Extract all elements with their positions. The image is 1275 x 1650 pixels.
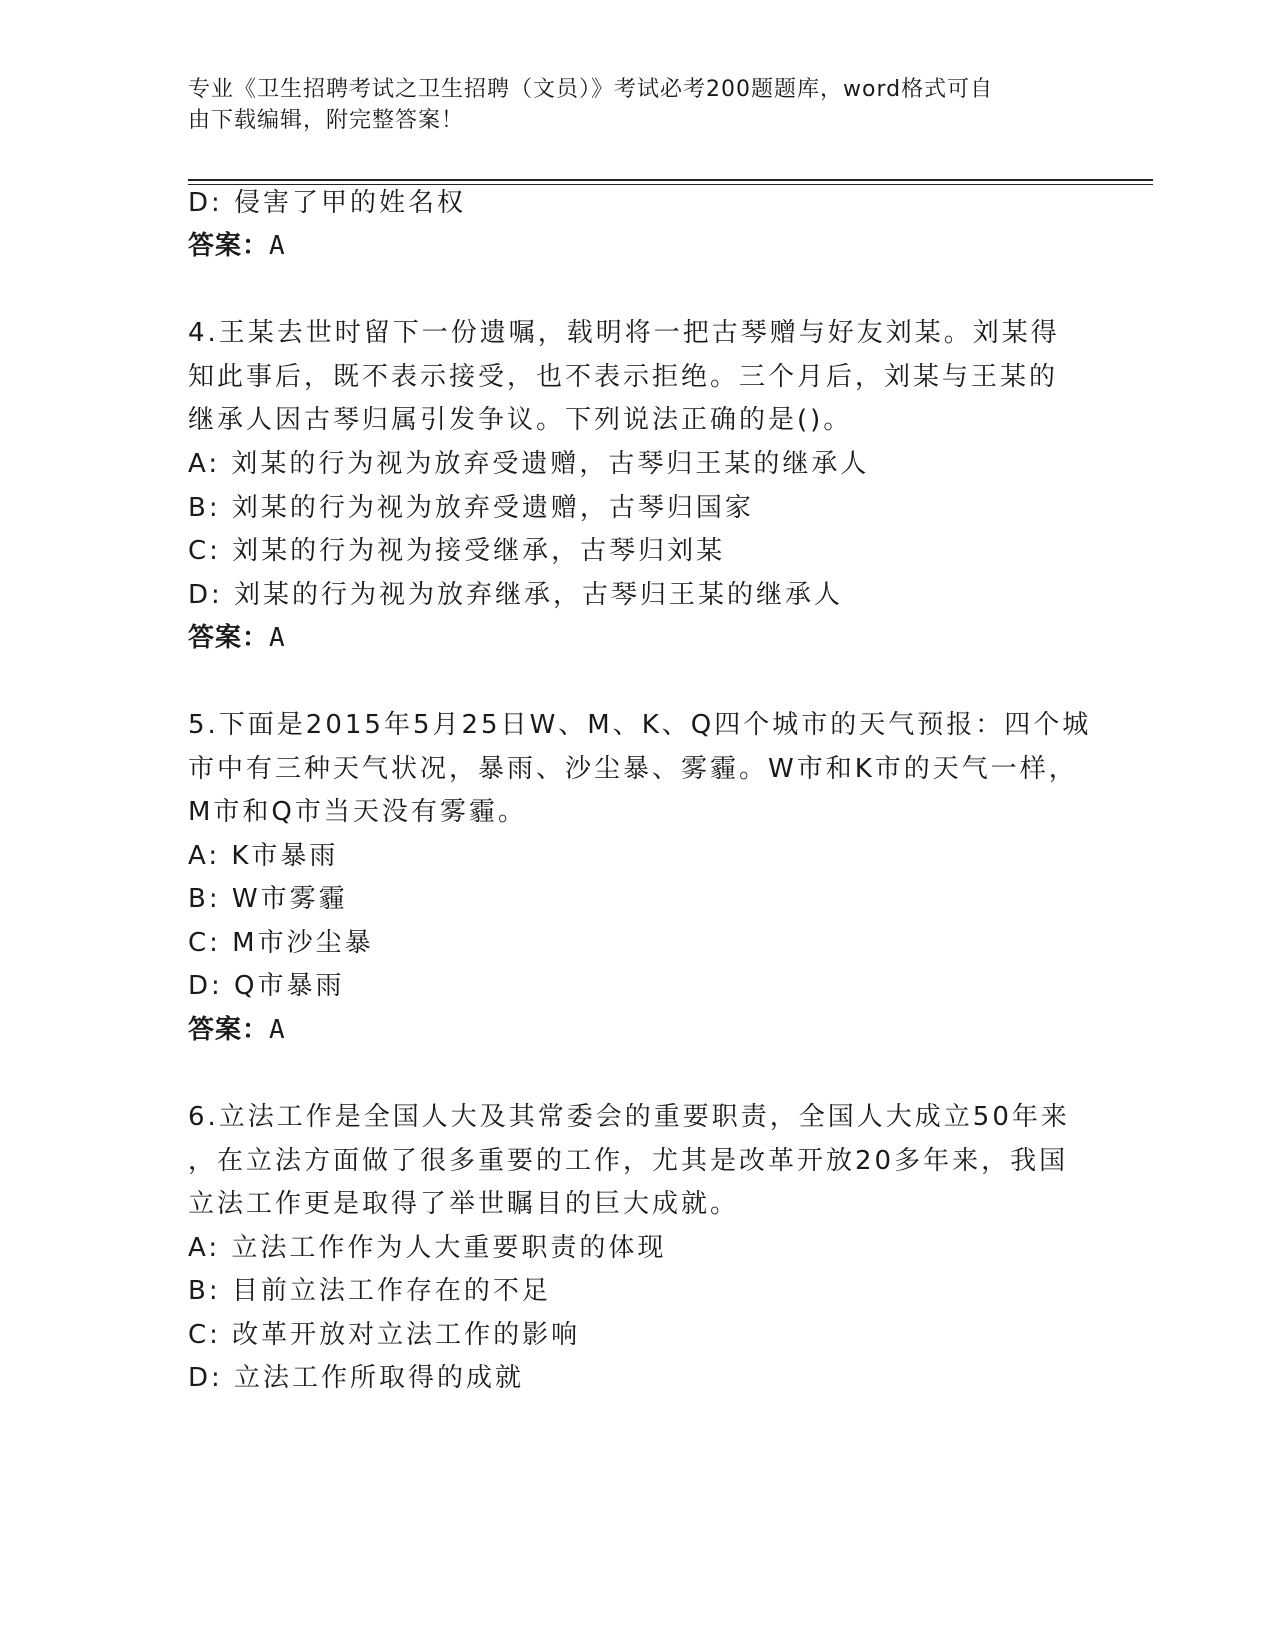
- q6-option-d: D: 立法工作所取得的成就: [188, 1363, 525, 1393]
- q6-option-b: B: 目前立法工作存在的不足: [188, 1276, 551, 1306]
- answer-value: A: [269, 623, 286, 653]
- q6-stem-line-1: 6.立法工作是全国人大及其常委会的重要职责，全国人大成立50年来: [188, 1102, 1070, 1132]
- q5-stem-line-1: 5.下面是2015年5月25日W、M、K、Q四个城市的天气预报：四个城: [188, 710, 1092, 740]
- answer-label: 答案：: [188, 623, 270, 653]
- page-header: [188, 74, 1088, 136]
- q6-stem-line-3: 立法工作更是取得了举世瞩目的巨大成就。: [188, 1189, 740, 1219]
- q5-answer: [188, 1013, 286, 1047]
- answer-label: 答案：: [188, 231, 270, 261]
- q4-answer: [188, 621, 286, 655]
- q5-option-d: D: Q市暴雨: [188, 971, 345, 1001]
- q5-option-c: C: M市沙尘暴: [188, 928, 374, 958]
- prev-answer: [188, 229, 286, 263]
- q4-option-c: C: 刘某的行为视为接受继承，古琴归刘某: [188, 536, 726, 566]
- q4-option-d: D: 刘某的行为视为放弃继承，古琴归王某的继承人: [188, 580, 844, 610]
- q6-stem-line-2: ，在立法方面做了很多重要的工作，尤其是改革开放20多年来，我国: [188, 1146, 1069, 1176]
- prev-option-d: D: 侵害了甲的姓名权: [188, 188, 467, 218]
- header-line-2: 由下载编辑，附完整答案！: [188, 108, 465, 133]
- q4-option-b: B: 刘某的行为视为放弃受遗赠，古琴归国家: [188, 493, 754, 523]
- q5-option-b: B: W市雾霾: [188, 884, 348, 914]
- q6-option-a: A: 立法工作作为人大重要职责的体现: [188, 1233, 667, 1263]
- q4-stem-line-1: 4.王某去世时留下一份遗嘱，载明将一把古琴赠与好友刘某。刘某得: [188, 318, 1060, 348]
- q4-stem-line-3: 继承人因古琴归属引发争议。下列说法正确的是()。: [188, 405, 853, 435]
- q5-stem-line-2: 市中有三种天气状况，暴雨、沙尘暴、雾霾。W市和K市的天气一样，: [188, 754, 1078, 784]
- q6-option-c: C: 改革开放对立法工作的影响: [188, 1320, 581, 1350]
- q5-stem-line-3: M市和Q市当天没有雾霾。: [188, 797, 527, 827]
- q5-option-a: A: K市暴雨: [188, 841, 339, 871]
- answer-label: 答案：: [188, 1015, 270, 1045]
- answer-value: A: [269, 1015, 286, 1045]
- header-rule-thick: [188, 179, 1153, 181]
- header-line-1: 专业《卫生招聘考试之卫生招聘（文员）》考试必考200题题库，word格式可自: [188, 77, 994, 102]
- q4-stem-line-2: 知此事后，既不表示接受，也不表示拒绝。三个月后，刘某与王某的: [188, 362, 1059, 392]
- header-rule-thin: [188, 184, 1153, 185]
- answer-value: A: [269, 231, 286, 261]
- q4-option-a: A: 刘某的行为视为放弃受遗赠，古琴归王某的继承人: [188, 449, 870, 479]
